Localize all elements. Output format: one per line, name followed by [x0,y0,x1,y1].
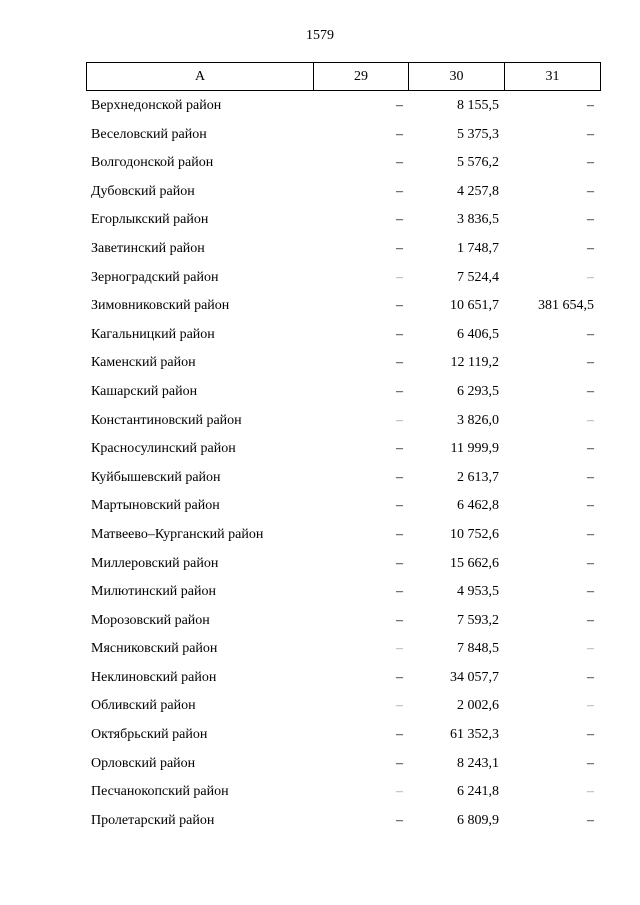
row-value-29: – [396,612,403,628]
table-row [86,349,600,378]
table-row [86,578,600,607]
row-value-30: 10 752,6 [450,526,499,542]
header-col-30: 30 [409,63,505,91]
row-name: Зимовниковский район [91,298,230,314]
row-value-29: – [396,412,403,428]
row-value-30: 5 576,2 [457,155,499,171]
row-name: Мартыновский район [91,498,220,514]
row-value-29: – [396,155,403,171]
row-value-31: – [587,269,594,285]
row-value-30: 1 748,7 [457,240,499,256]
header-col-31: 31 [505,63,601,91]
table-body [86,92,600,835]
row-value-31: – [587,784,594,800]
row-value-30: 2 002,6 [457,698,499,714]
row-value-31: – [587,812,594,828]
row-value-29: – [396,584,403,600]
table-row [86,550,600,579]
table-row [86,635,600,664]
row-name: Мясниковский район [91,641,218,657]
row-value-31: – [587,555,594,571]
row-value-30: 12 119,2 [450,355,499,371]
row-value-31: – [587,755,594,771]
row-value-31: – [587,155,594,171]
row-value-31: – [587,612,594,628]
row-value-31: – [587,98,594,113]
row-value-30: 4 257,8 [457,183,499,199]
table-row [86,435,600,464]
table-row [86,121,600,150]
row-value-31: – [587,240,594,256]
row-name: Зерноградский район [91,269,219,285]
row-value-31: – [587,212,594,228]
row-value-30: 61 352,3 [450,727,499,743]
table-header [86,62,601,91]
row-value-29: – [396,812,403,828]
row-value-29: – [396,298,403,314]
row-value-30: 7 848,5 [457,641,499,657]
row-value-30: 8 243,1 [457,755,499,771]
row-value-31: – [587,383,594,399]
row-name: Миллеровский район [91,555,219,571]
row-value-29: – [396,441,403,457]
row-name: Неклиновский район [91,669,217,685]
row-value-29: – [396,269,403,285]
table-row [86,264,600,293]
row-value-31: – [587,412,594,428]
table-row [86,492,600,521]
row-value-29: – [396,727,403,743]
row-value-31: – [587,641,594,657]
row-value-30: 6 293,5 [457,383,499,399]
row-name: Пролетарский район [91,812,215,828]
row-value-29: – [396,641,403,657]
row-name: Красносулинский район [91,441,236,457]
header-col-29: 29 [314,63,409,91]
row-value-31: 381 654,5 [538,298,594,314]
row-name: Октябрьский район [91,727,208,743]
row-value-31: – [587,584,594,600]
row-name: Волгодонской район [91,155,214,171]
row-name: Верхнедонской район [91,98,222,113]
row-value-31: – [587,183,594,199]
table-row [86,178,600,207]
row-value-29: – [396,698,403,714]
table-row [86,778,600,807]
row-value-30: 2 613,7 [457,469,499,485]
row-name: Кагальницкий район [91,326,215,342]
row-value-29: – [396,98,403,113]
row-value-30: 7 593,2 [457,612,499,628]
row-name: Орловский район [91,755,196,771]
row-value-29: – [396,126,403,142]
table-row [86,521,600,550]
row-name: Каменский район [91,355,196,371]
row-value-29: – [396,212,403,228]
row-value-29: – [396,355,403,371]
row-name: Куйбышевский район [91,469,221,485]
table-row [86,321,600,350]
row-value-29: – [396,498,403,514]
row-name: Дубовский район [91,183,195,199]
table-row [86,664,600,693]
table-row [86,692,600,721]
row-value-29: – [396,383,403,399]
row-name: Песчанокопский район [91,784,229,800]
row-value-30: 34 057,7 [450,669,499,685]
row-value-29: – [396,755,403,771]
row-value-30: 8 155,5 [457,98,499,113]
row-name: Кашарский район [91,383,198,399]
row-value-30: 6 241,8 [457,784,499,800]
page-number: 1579 [306,28,334,43]
row-name: Егорлыкский район [91,212,209,228]
table-row [86,206,600,235]
header-col-a: А [87,63,314,91]
table-row [86,750,600,779]
row-name: Матвеево–Курганский район [91,526,264,542]
row-value-30: 4 953,5 [457,584,499,600]
row-value-31: – [587,469,594,485]
table-row [86,378,600,407]
row-name: Милютинский район [91,584,217,600]
header-row [87,63,601,91]
table-row [86,149,600,178]
row-name: Морозовский район [91,612,210,628]
row-value-31: – [587,698,594,714]
row-value-31: – [587,669,594,685]
row-value-30: 7 524,4 [457,269,499,285]
row-value-31: – [587,126,594,142]
table-row [86,464,600,493]
row-value-30: 6 462,8 [457,498,499,514]
row-value-31: – [587,498,594,514]
row-name: Константиновский район [91,412,242,428]
row-value-29: – [396,183,403,199]
row-value-31: – [587,355,594,371]
row-value-31: – [587,441,594,457]
table-row [86,607,600,636]
row-value-30: 6 809,9 [457,812,499,828]
table-row [86,235,600,264]
row-value-29: – [396,326,403,342]
row-value-29: – [396,526,403,542]
row-value-30: 11 999,9 [450,441,499,457]
row-name: Заветинский район [91,240,205,256]
row-value-31: – [587,727,594,743]
row-value-30: 15 662,6 [450,555,499,571]
row-name: Обливский район [91,698,196,714]
row-value-29: – [396,469,403,485]
row-value-30: 3 836,5 [457,212,499,228]
row-value-31: – [587,326,594,342]
table-row [86,292,600,321]
table-row [86,807,600,836]
row-name: Веселовский район [91,126,207,142]
row-value-30: 6 406,5 [457,326,499,342]
row-value-29: – [396,669,403,685]
row-value-29: – [396,240,403,256]
table-row [86,721,600,750]
table-row [86,407,600,436]
row-value-29: – [396,784,403,800]
row-value-30: 3 826,0 [457,412,499,428]
row-value-29: – [396,555,403,571]
row-value-31: – [587,526,594,542]
row-value-30: 10 651,7 [450,298,499,314]
table-row [86,92,600,121]
row-value-30: 5 375,3 [457,126,499,142]
